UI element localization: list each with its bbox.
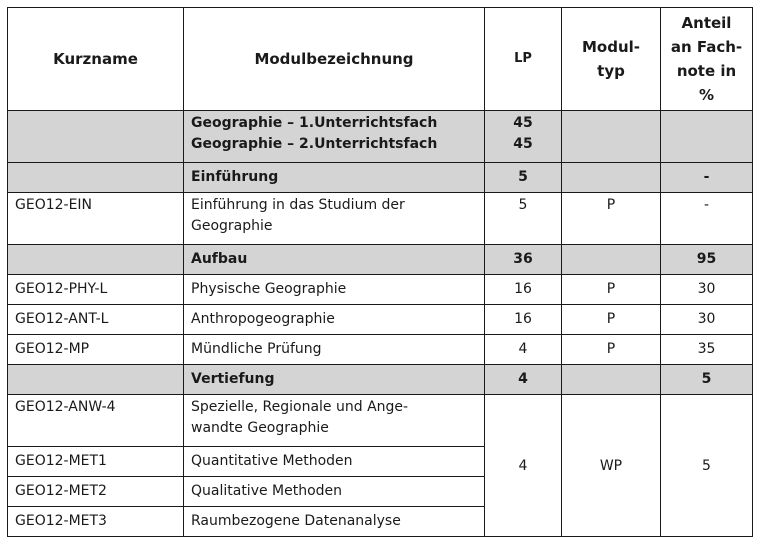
row-met2-bez: Qualitative Methoden bbox=[184, 477, 485, 507]
summary-line2: Geographie – 2.Unterrichtsfach bbox=[191, 136, 438, 152]
header-anteil bbox=[661, 8, 753, 111]
summary-kurzname bbox=[8, 111, 184, 163]
row-ant-lp: 16 bbox=[485, 305, 562, 335]
row-ant-anteil: 30 bbox=[661, 305, 753, 335]
header-row bbox=[8, 8, 753, 111]
section-row-vertiefung bbox=[8, 365, 753, 395]
header-modultyp bbox=[562, 8, 661, 111]
row-met3-bez: Raumbezogene Datenanalyse bbox=[184, 507, 485, 537]
section-vertiefung-name: Vertiefung bbox=[184, 365, 485, 395]
section-row-aufbau bbox=[8, 245, 753, 275]
table-row bbox=[8, 395, 753, 447]
header-lp: LP bbox=[485, 8, 562, 111]
summary-anteil bbox=[661, 111, 753, 163]
row-phy-kurz: GEO12-PHY-L bbox=[8, 275, 184, 305]
section-aufbau-typ bbox=[562, 245, 661, 275]
section-vertiefung-typ bbox=[562, 365, 661, 395]
header-kurzname: Kurzname bbox=[8, 8, 184, 111]
header-anteil-line4: % bbox=[698, 86, 715, 104]
row-ein-bez-line2: Geographie bbox=[191, 218, 273, 234]
section-vertiefung-anteil: 5 bbox=[661, 365, 753, 395]
section-einfuehrung-lp: 5 bbox=[485, 163, 562, 193]
row-ein-bez-line1: Einführung in das Studium der bbox=[191, 197, 405, 213]
table-row bbox=[8, 305, 753, 335]
header-anteil-line3: note in bbox=[676, 62, 737, 80]
row-ein-typ: P bbox=[562, 193, 661, 245]
summary-row bbox=[8, 111, 753, 163]
section-einfuehrung-kurz bbox=[8, 163, 184, 193]
row-mp-bez: Mündliche Prüfung bbox=[184, 335, 485, 365]
section-vertiefung-kurz bbox=[8, 365, 184, 395]
summary-lp1: 45 bbox=[513, 115, 533, 131]
vertiefung-group-typ: WP bbox=[562, 395, 661, 537]
section-einfuehrung-name: Einführung bbox=[184, 163, 485, 193]
row-ant-kurz: GEO12-ANT-L bbox=[8, 305, 184, 335]
summary-lp bbox=[485, 111, 562, 163]
row-ein-anteil: - bbox=[661, 193, 753, 245]
header-anteil-line1: Anteil bbox=[681, 14, 732, 32]
section-aufbau-anteil: 95 bbox=[661, 245, 753, 275]
row-met1-bez: Quantitative Methoden bbox=[184, 447, 485, 477]
header-modultyp-line2: typ bbox=[597, 62, 625, 80]
row-phy-bez: Physische Geographie bbox=[184, 275, 485, 305]
table-row bbox=[8, 275, 753, 305]
row-anw-bez-line2: wandte Geographie bbox=[191, 420, 329, 436]
row-mp-typ: P bbox=[562, 335, 661, 365]
header-modultyp-line1: Modul- bbox=[581, 38, 640, 56]
section-einfuehrung-typ bbox=[562, 163, 661, 193]
summary-typ bbox=[562, 111, 661, 163]
section-row-einfuehrung bbox=[8, 163, 753, 193]
row-met2-kurz: GEO12-MET2 bbox=[8, 477, 184, 507]
row-met3-kurz: GEO12-MET3 bbox=[8, 507, 184, 537]
row-mp-kurz: GEO12-MP bbox=[8, 335, 184, 365]
row-phy-anteil: 30 bbox=[661, 275, 753, 305]
vertiefung-group-lp: 4 bbox=[485, 395, 562, 537]
row-ein-kurz: GEO12-EIN bbox=[8, 193, 184, 245]
row-met1-kurz: GEO12-MET1 bbox=[8, 447, 184, 477]
section-aufbau-kurz bbox=[8, 245, 184, 275]
row-mp-anteil: 35 bbox=[661, 335, 753, 365]
table-row bbox=[8, 193, 753, 245]
row-ein-lp: 5 bbox=[485, 193, 562, 245]
header-anteil-line2: an Fach- bbox=[670, 38, 743, 56]
row-mp-lp: 4 bbox=[485, 335, 562, 365]
vertiefung-group-anteil: 5 bbox=[661, 395, 753, 537]
table-row bbox=[8, 335, 753, 365]
row-phy-lp: 16 bbox=[485, 275, 562, 305]
header-modulbezeichnung: Modulbezeichnung bbox=[184, 8, 485, 111]
section-aufbau-lp: 36 bbox=[485, 245, 562, 275]
row-anw-bez bbox=[184, 395, 485, 447]
row-anw-bez-line1: Spezielle, Regionale und Ange- bbox=[191, 399, 409, 415]
row-phy-typ: P bbox=[562, 275, 661, 305]
section-vertiefung-lp: 4 bbox=[485, 365, 562, 395]
row-ant-typ: P bbox=[562, 305, 661, 335]
summary-bezeichnung bbox=[184, 111, 485, 163]
row-anw-kurz: GEO12-ANW-4 bbox=[8, 395, 184, 447]
summary-lp2: 45 bbox=[513, 136, 533, 152]
row-ant-bez: Anthropogeographie bbox=[184, 305, 485, 335]
row-ein-bez bbox=[184, 193, 485, 245]
module-table bbox=[7, 7, 753, 537]
section-aufbau-name: Aufbau bbox=[184, 245, 485, 275]
summary-line1: Geographie – 1.Unterrichtsfach bbox=[191, 115, 438, 131]
section-einfuehrung-anteil: - bbox=[661, 163, 753, 193]
